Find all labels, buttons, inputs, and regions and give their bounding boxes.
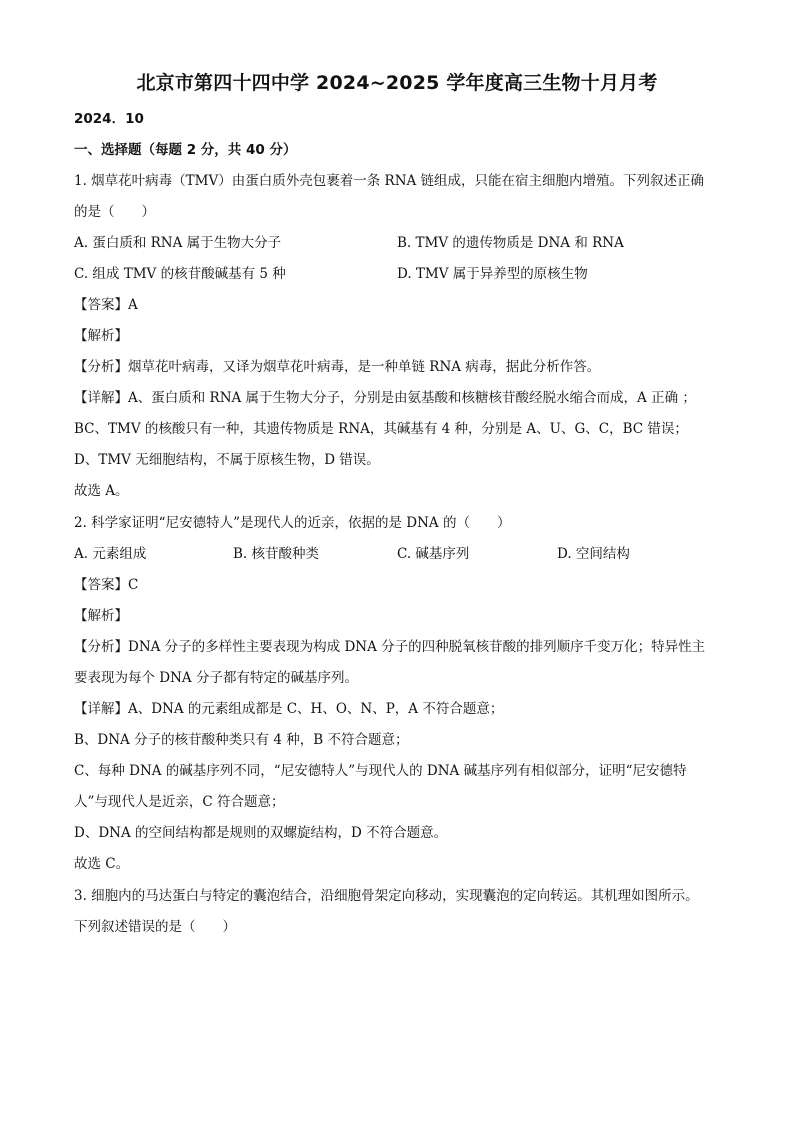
- q2-detail-line5: D、DNA 的空间结构都是规则的双螺旋结构，D 不符合题意。: [74, 825, 448, 841]
- q2-conclusion: 故选 C。: [74, 856, 130, 872]
- q1-option-c: C. 组成 TMV 的核苷酸碱基有 5 种: [74, 266, 286, 282]
- q2-analysis-label: 【解析】: [74, 608, 128, 624]
- q2-option-d: D. 空间结构: [557, 546, 630, 562]
- q2-option-c: C. 碱基序列: [397, 546, 470, 562]
- q1-option-a: A. 蛋白质和 RNA 属于生物大分子: [74, 235, 282, 251]
- q1-detail-line1: 【详解】A、蛋白质和 RNA 属于生物大分子，分别是由氨基酸和核糖核苷酸经脱水缩合而成，A 正确 ；: [74, 390, 696, 406]
- q2-stem: 2. 科学家证明“尼安德特人”是现代人的近亲，依据的是 DNA 的（ ）: [74, 515, 511, 531]
- q1-fenxi: 【分析】烟草花叶病毒，又译为烟草花叶病毒，是一种单链 RNA 病毒，据此分析作答。: [74, 359, 601, 375]
- q2-option-a: A. 元素组成: [74, 546, 147, 562]
- q1-answer: 【答案】A: [74, 297, 138, 313]
- q1-stem-line2: 的是（ ）: [74, 204, 155, 220]
- q2-detail-line1: 【详解】A、DNA 的元素组成都是 C、H、O、N、P，A 不符合题意；: [74, 701, 504, 717]
- q1-detail-line3: D、TMV 无细胞结构，不属于原核生物，D 错误。: [74, 452, 380, 468]
- q2-detail-line4: 人”与现代人是近亲，C 符合题意；: [74, 794, 285, 810]
- exam-date: 2024．10: [74, 111, 144, 127]
- q2-option-b: B. 核苷酸种类: [233, 546, 320, 562]
- section-heading: 一、选择题（每题 2 分，共 40 分）: [74, 142, 297, 158]
- q2-fenxi-line2: 要表现为每个 DNA 分子都有特定的碱基序列。: [74, 670, 358, 686]
- q1-option-d: D. TMV 属于异养型的原核生物: [397, 266, 588, 282]
- q3-stem-line1: 3. 细胞内的马达蛋白与特定的囊泡结合，沿细胞骨架定向移动，实现囊泡的定向转运。其机理如图所示。: [74, 888, 699, 904]
- q1-stem-line1: 1. 烟草花叶病毒（TMV）由蛋白质外壳包裹着一条 RNA 链组成，只能在宿主细胞内增殖。下列叙述正确: [74, 173, 705, 189]
- page-title: 北京市第四十四中学 2024~2025 学年度高三生物十月月考: [136, 72, 658, 94]
- q2-detail-line3: C、每种 DNA 的碱基序列不同，“尼安德特人”与现代人的 DNA 碱基序列有相似部分，证明“尼安德特: [74, 763, 687, 779]
- q1-analysis-label: 【解析】: [74, 328, 128, 344]
- q1-option-b: B. TMV 的遗传物质是 DNA 和 RNA: [397, 235, 624, 251]
- q3-stem-line2: 下列叙述错误的是（ ）: [74, 919, 236, 935]
- q2-fenxi-line1: 【分析】DNA 分子的多样性主要表现为构成 DNA 分子的四种脱氧核苷酸的排列顺序千变万化；特异性主: [74, 639, 706, 655]
- q2-answer: 【答案】C: [74, 577, 139, 593]
- q1-conclusion: 故选 A。: [74, 483, 129, 499]
- q2-detail-line2: B、DNA 分子的核苷酸种类只有 4 种，B 不符合题意；: [74, 732, 409, 748]
- q1-detail-line2: BC、TMV 的核酸只有一种，其遗传物质是 RNA，其碱基有 4 种，分别是 A、U、G、C，BC 错误；: [74, 421, 688, 437]
